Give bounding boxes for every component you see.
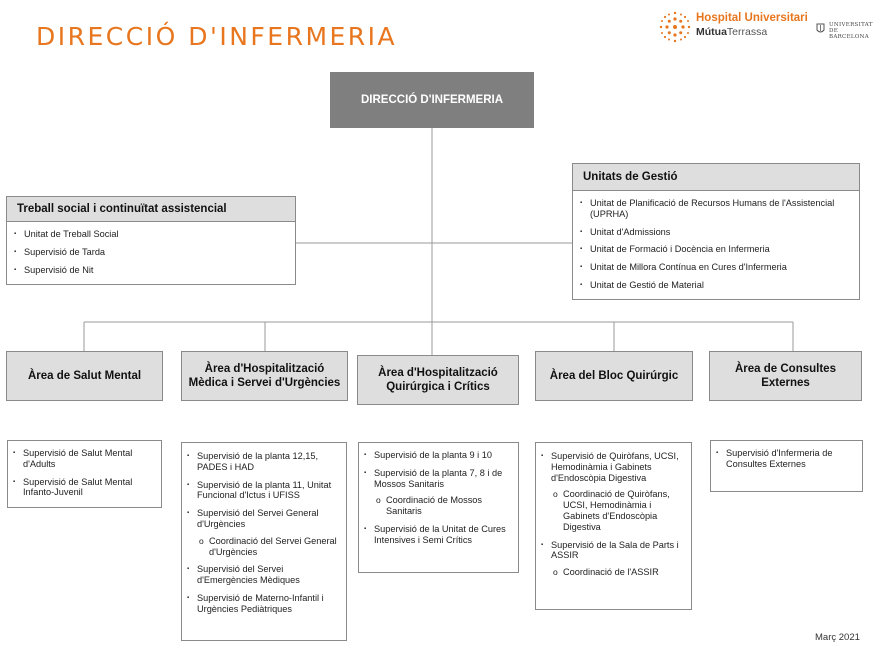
university-name: UNIVERSITAT DE BARCELONA [829,22,873,40]
sub-list-item: o Coordinació de Mossos Sanitaris [361,495,512,517]
management-units-box [572,190,860,300]
list-item: ▪ Supervisió de Quiròfans, UCSI, Hemodinàmia i Gabinets d'Endoscòpia Digestiva [538,451,685,483]
area-box-mental-health [7,440,162,508]
list-item: ▪ Supervisió del Servei General d'Urgències [184,508,340,530]
area-header-surgical-block: Àrea del Bloc Quirúrgic [535,351,693,401]
area-box-outpatient [710,440,863,492]
area-box-medical [181,442,347,641]
list-item: ▪ Unitat de Gestió de Material [577,280,853,291]
sub-list-item: o Coordinació de l'ASSIR [538,567,685,578]
list-item: ▪ Unitat de Formació i Docència en Infermeria [577,244,853,255]
list-item: ▪ Supervisió de Nit [11,265,289,276]
area-header-outpatient: Àrea de Consultes Externes [709,351,862,401]
area-header-medical: Àrea d'Hospitalització Mèdica i Servei d'Urgències [181,351,348,401]
list-item: ▪ Supervisió de la planta 7, 8 i de Mossos Sanitaris [361,468,512,490]
hospital-name: Hospital Universitari [696,12,808,24]
date-label: Març 2021 [815,632,860,643]
list-item: ▪ Unitat de Planificació de Recursos Humans de l'Assistencial (UPRHA) [577,198,853,220]
list-item: ▪ Supervisió de Salut Mental d'Adults [10,448,155,470]
list-item: ▪ Unitat de Treball Social [11,229,289,240]
area-box-surgical-block [535,442,692,610]
area-header-surgical: Àrea d'Hospitalització Quirúrgica i Crítics [357,355,519,405]
social-work-box [6,221,296,285]
list-item: ▪ Supervisió de la planta 9 i 10 [361,450,512,461]
list-item: ▪ Supervisió de la planta 11, Unitat Funcional d'Ictus i UFISS [184,480,340,502]
area-header-mental-health: Àrea de Salut Mental [6,351,163,401]
list-item: ▪ Supervisió de la Unitat de Cures Intensives i Semi Crítics [361,524,512,546]
list-item: ▪ Supervisió del Servei d'Emergències Mèdiques [184,564,340,586]
management-units-header: Unitats de Gestió [572,163,860,191]
list-item: ▪ Supervisió de Materno-Infantil i Urgències Pediàtriques [184,593,340,615]
sub-list-item: o Coordinació de Quiròfans, UCSI, Hemodinàmia i Gabinets d'Endoscòpia Digestiva [538,489,685,532]
list-item: ▪ Supervisió de la Sala de Parts i ASSIR [538,540,685,562]
list-item: ▪ Supervisió d'Infermeria de Consultes Externes [713,448,856,470]
social-work-header: Treball social i continuïtat assistencial [6,196,296,222]
director-box: DIRECCIÓ D'INFERMERIA [330,72,534,128]
list-item: ▪ Supervisió de Salut Mental Infanto-Juvenil [10,477,155,499]
area-box-surgical [358,442,519,573]
list-item: ▪ Unitat d'Admissions [577,227,853,238]
page-title: DIRECCIÓ D'INFERMERIA [36,22,398,51]
list-item: ▪ Unitat de Millora Contínua en Cures d'Infermeria [577,262,853,273]
list-item: ▪ Supervisió de Tarda [11,247,289,258]
sub-list-item: o Coordinació del Servei General d'Urgències [184,536,340,558]
hospital-subname: MútuaTerrassa [696,26,768,38]
list-item: ▪ Supervisió de la planta 12,15, PADES i HAD [184,451,340,473]
